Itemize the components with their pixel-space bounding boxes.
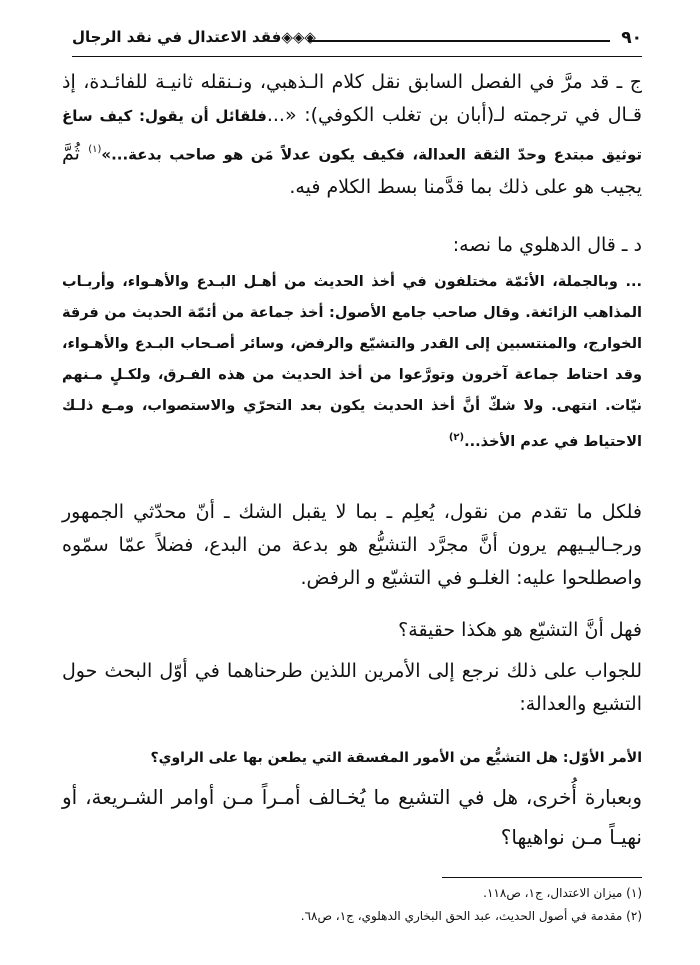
footnote-separator: [442, 877, 642, 878]
answer-paragraph: للجواب على ذلك نرجع إلى الأمرين اللذين طرحناهما في أوّل البحث حول التشيع والعدالة:: [62, 660, 642, 715]
header-rule: [308, 40, 610, 42]
section-heading: الأمر الأوّل: هل التشيُّع من الأمور المفسقة التي يطعن بها على الراوي؟: [150, 750, 642, 766]
page-header: [72, 26, 642, 56]
block-quote: [62, 267, 642, 458]
footnote-ref-2: (٢): [448, 432, 465, 443]
paragraph-d: د ـ قال الدهلوي ما نصه:: [452, 234, 642, 256]
paragraph-e: فلكل ما تقدم من نقول، يُعلِم ـ بما لا يقبل الشك ـ أنّ محدّثي الجمهور ورجـاليـيهم يرون أنَّ مجرَّد التشيُّع هو بدعة من البدع، فضلاً عمّا سمّوه واصطلحوا عليه: الغلـو في التشيّع و الرفض.: [62, 501, 642, 589]
paragraph-c: [62, 66, 642, 204]
question-line: فهل أنَّ التشيّع هو هكذا حقيقة؟: [398, 619, 642, 641]
header-underline: [72, 56, 642, 57]
final-paragraph: وبعبارة أُخرى، هل في التشيع ما يُخـالف أمـراً مـن أوامر الشـريعة، أو نهيـاً مـن نواهيها؟: [62, 785, 642, 849]
page-number: ٩٠: [621, 28, 642, 48]
footnote-ref-1: (١): [88, 144, 102, 155]
footnote-2: (٢) مقدمة في أصول الحديث، عبد الحق البخاري الدهلوي، ج١، ص٦٨.: [300, 909, 642, 923]
paragraph-c-continuation: ثُمَّ يجيب هو على ذلك بما قدَّمنا بسط الكلام فيه.: [62, 142, 642, 199]
running-title: ◈◈◈فقد الاعتدال في نقد الرجال: [72, 28, 316, 46]
block-quote-text: ... وبالجملة، الأئمّة مختلفون في أخذ الحديث من أهـل البـدع والأهـواء، وأربـاب المذاهب الزائغة. وقال صاحب جامع الأصول: أخذ جماعة من أئمّة الحديث من فرقة الخوارج، والمنتسبين إلى القدر والتشيّع والرفض، وسائر أصـحاب البـدع والأهـواء، وقد احتاط جماعة آخرون وتورَّعوا من أخذ الحديث من هذه الفـرق، ولكـلٍ مـنهم نيّات. انتهى. ولا شكّ أنَّ أخذ الحديث يكون بعد التحرّي والاستصواب، ومـع ذلـك الاحتياط في عدم الأخذ...: [62, 274, 642, 450]
paragraph-c-intro: ج ـ قد مرَّ في الفصل السابق نقل كلام الـذهبي، ونـنقله ثانيـة للفائـدة، إذ قـال في ترجمته لـ(أبان بن تغلب الكوفي): «...: [62, 71, 642, 126]
footnote-1: (١) ميزان الاعتدال، ج١، ص١١٨.: [483, 886, 642, 900]
paragraph-c-quote: فلقائل أن يقول: كيف ساغ توثيق مبتدع وحدّ الثقة العدالة، فكيف يكون عدلاً مَن هو صاحب بدعة...»: [62, 107, 642, 164]
